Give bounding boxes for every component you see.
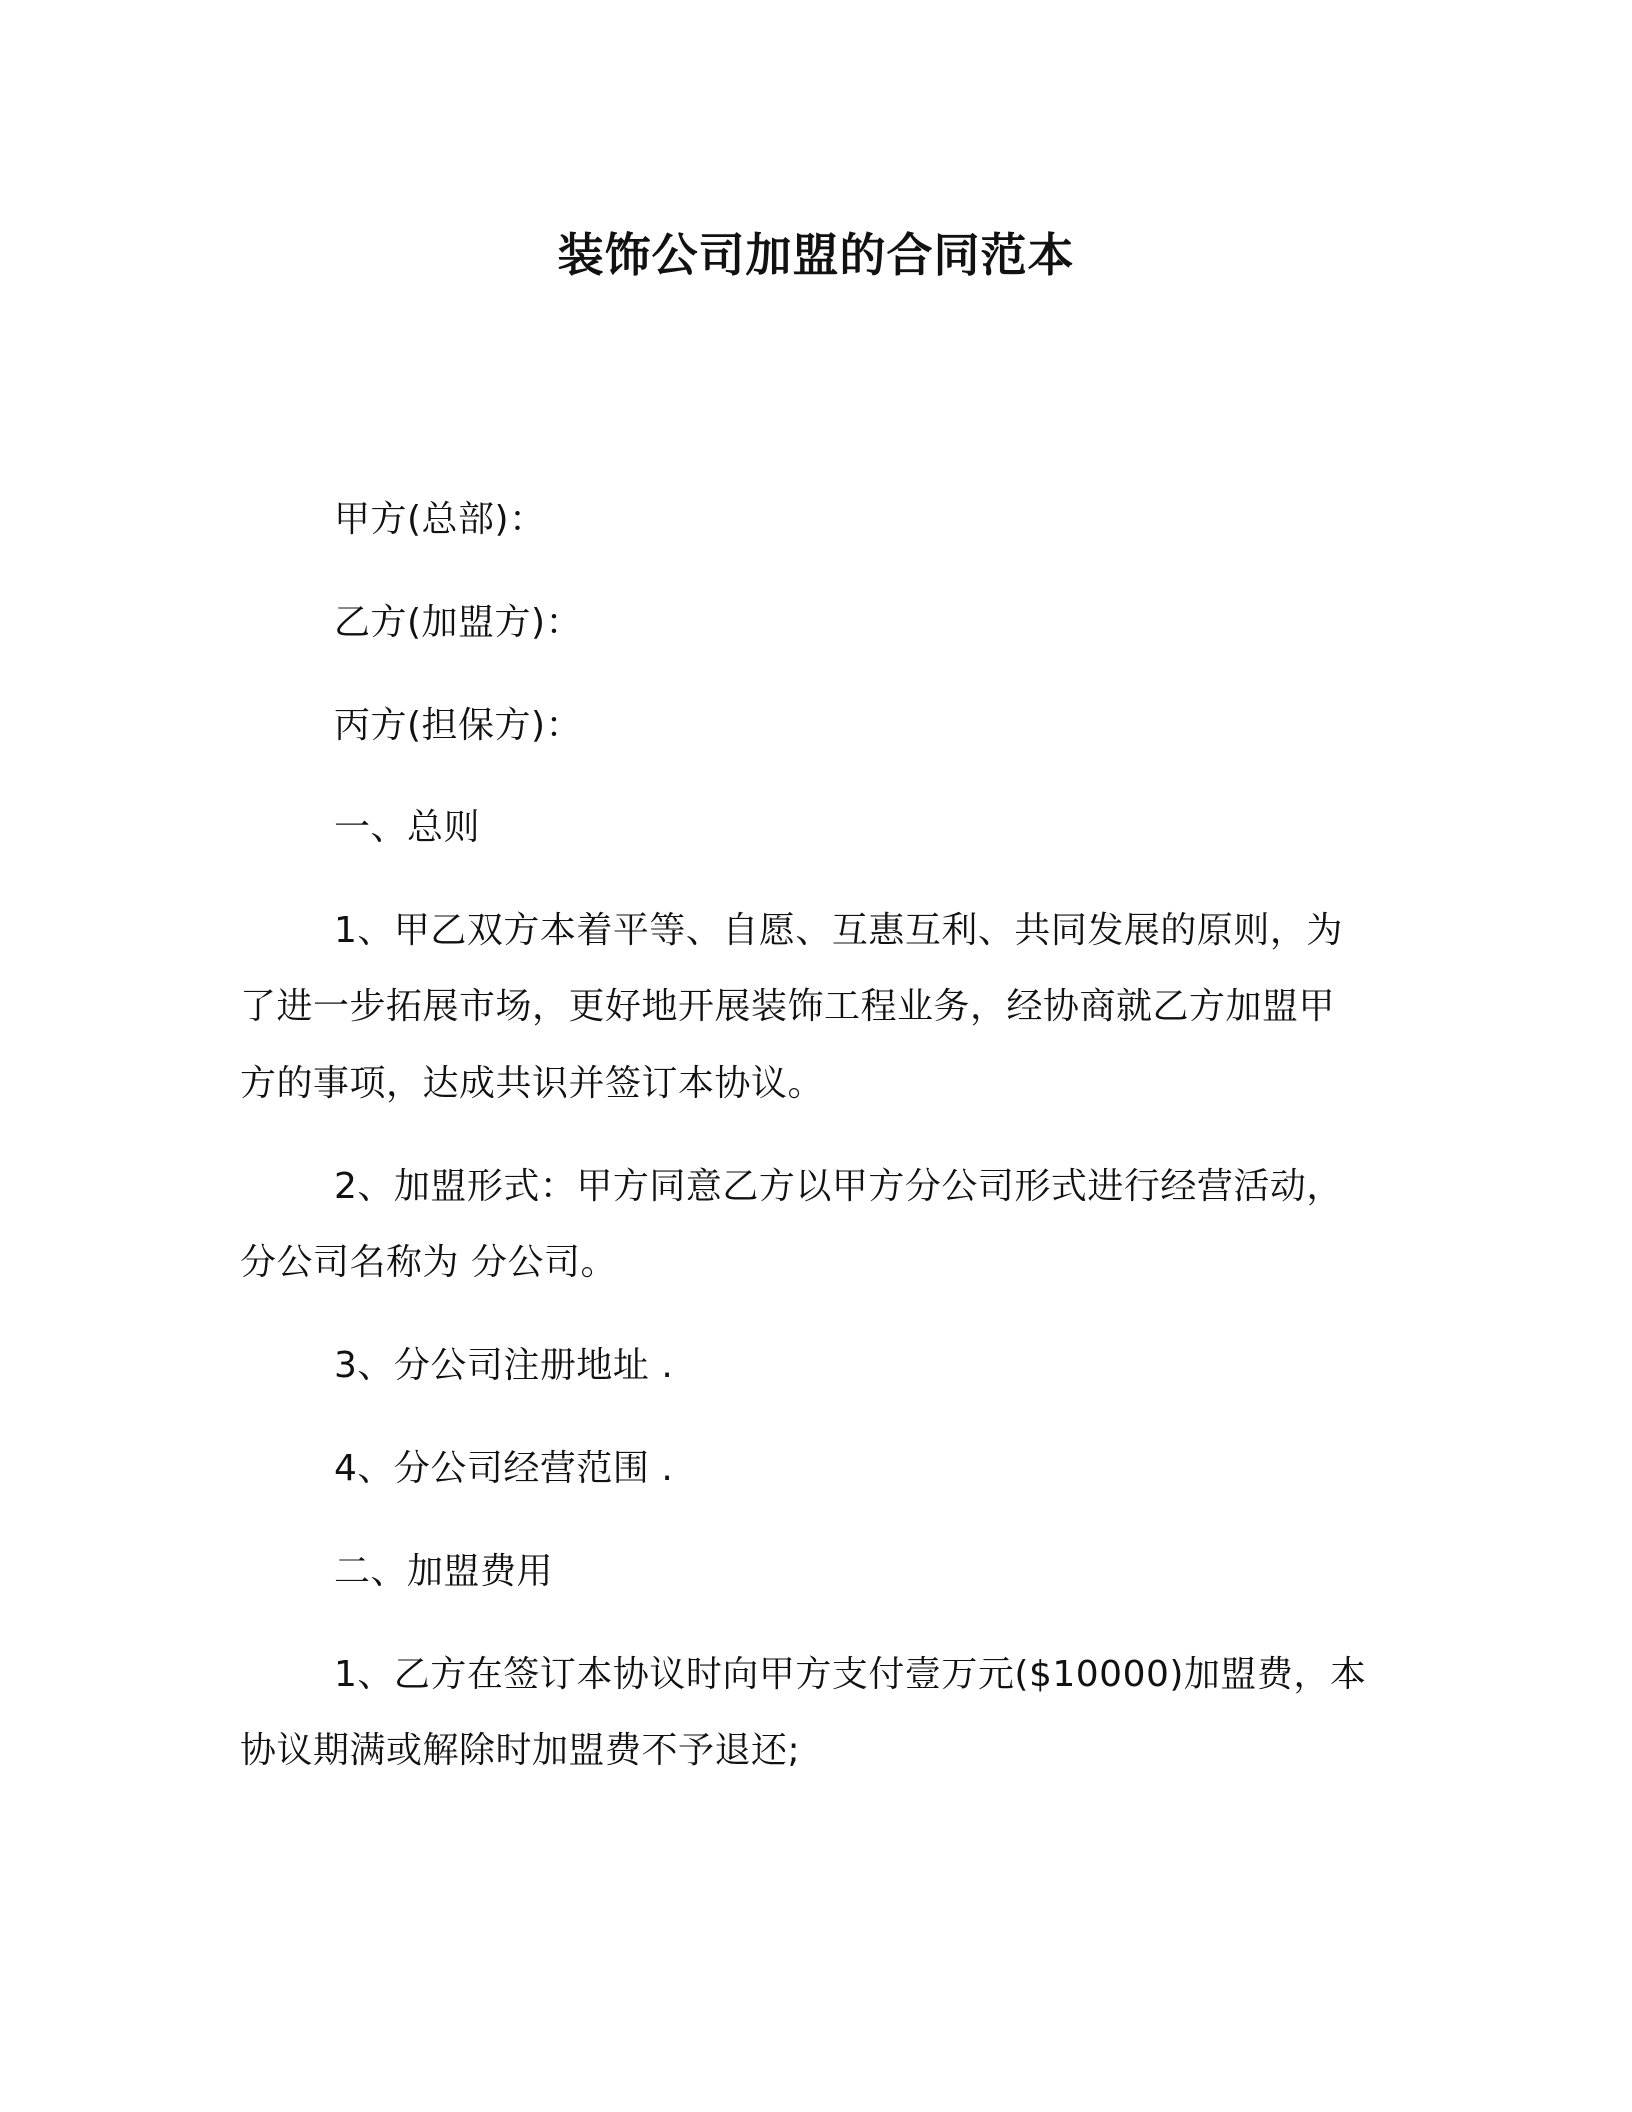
clause-2-1-line-1: 1、乙方在签订本协议时向甲方支付壹万元($10000)加盟费，本 bbox=[334, 1654, 1367, 1695]
party-b-label: 乙方(加盟方)： bbox=[334, 602, 583, 643]
document-title: 装饰公司加盟的合同范本 bbox=[557, 228, 1075, 282]
clause-1-4: 4、分公司经营范围 . bbox=[334, 1448, 674, 1489]
clause-1-1-line-1: 1、甲乙双方本着平等、自愿、互惠互利、共同发展的原则，为 bbox=[334, 910, 1343, 951]
clause-1-3: 3、分公司注册地址 . bbox=[334, 1345, 674, 1386]
clause-1-2-line-1: 2、加盟形式：甲方同意乙方以甲方分公司形式进行经营活动， bbox=[334, 1166, 1343, 1207]
section-2-heading: 二、加盟费用 bbox=[334, 1551, 554, 1592]
clause-2-1-line-2: 协议期满或解除时加盟费不予退还; bbox=[240, 1730, 801, 1771]
party-c-label: 丙方(担保方)： bbox=[334, 705, 583, 746]
clause-1-1-line-3: 方的事项，达成共识并签订本协议。 bbox=[240, 1063, 825, 1104]
clause-1-2-line-2: 分公司名称为 分公司。 bbox=[240, 1242, 617, 1283]
party-a-label: 甲方(总部)： bbox=[334, 499, 546, 540]
section-1-heading: 一、总则 bbox=[334, 807, 481, 848]
clause-1-1-line-2: 了进一步拓展市场，更好地开展装饰工程业务，经协商就乙方加盟甲 bbox=[240, 986, 1336, 1027]
